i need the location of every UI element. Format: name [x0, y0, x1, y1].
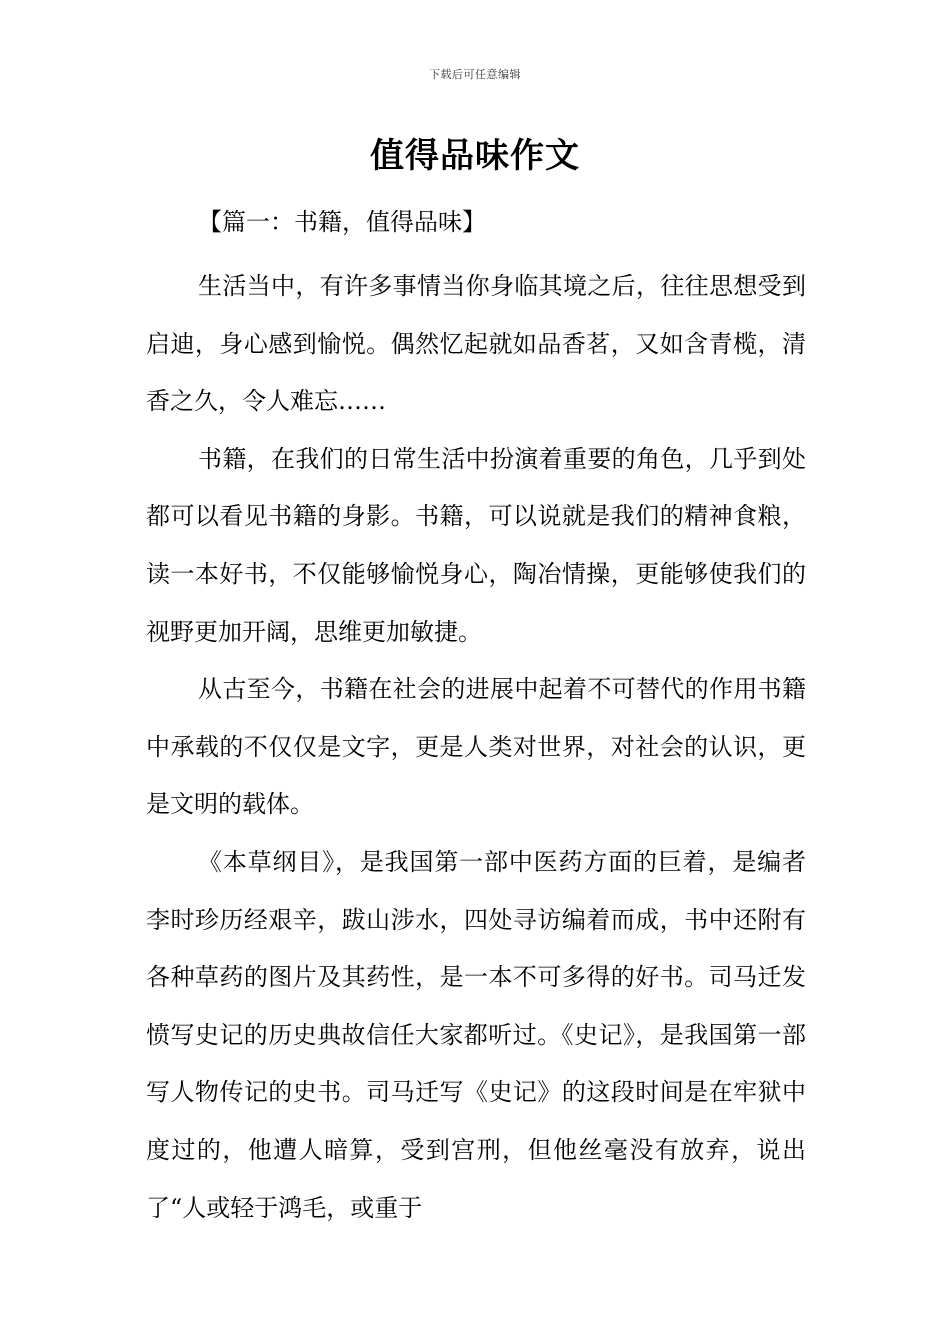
paragraph: 生活当中，有许多事情当你身临其境之后，往往思想受到启迪，身心感到愉悦。偶然忆起就如品香茗，又如含青榄，清香之久，令人难忘……: [146, 272, 806, 416]
header-note: 下载后可任意编辑: [429, 68, 521, 81]
paragraph: 书籍，在我们的日常生活中扮演着重要的角色，几乎到处都可以看见书籍的身影。书籍，可以说就是我们的精神食粮，读一本好书，不仅能够愉悦身心，陶冶情操，更能够使我们的视野更加开阔，思维更加敏捷。: [146, 444, 806, 646]
document-title: 值得品味作文: [370, 136, 580, 176]
paragraph: 从古至今，书籍在社会的进展中起着不可替代的作用书籍中承载的不仅仅是文字，更是人类对世界，对社会的认识，更是文明的载体。: [146, 675, 806, 819]
section-heading: 【篇一：书籍，值得品味】: [198, 208, 486, 236]
paragraph: 《本草纲目》，是我国第一部中医药方面的巨着，是编者李时珍历经艰辛，跋山涉水，四处寻访编着而成，书中还附有各种草药的图片及其药性，是一本不可多得的好书。司马迁发愤写史记的历史典故信任大家都听过。《史记》，是我国第一部写人物传记的史书。司马迁写《史记》的这段时间是在牢狱中度过的，他遭人暗算，受到宫刑，但他丝毫没有放弃，说出了“人或轻于鸿毛，或重于: [146, 847, 806, 1222]
document-body: [146, 258, 806, 1237]
